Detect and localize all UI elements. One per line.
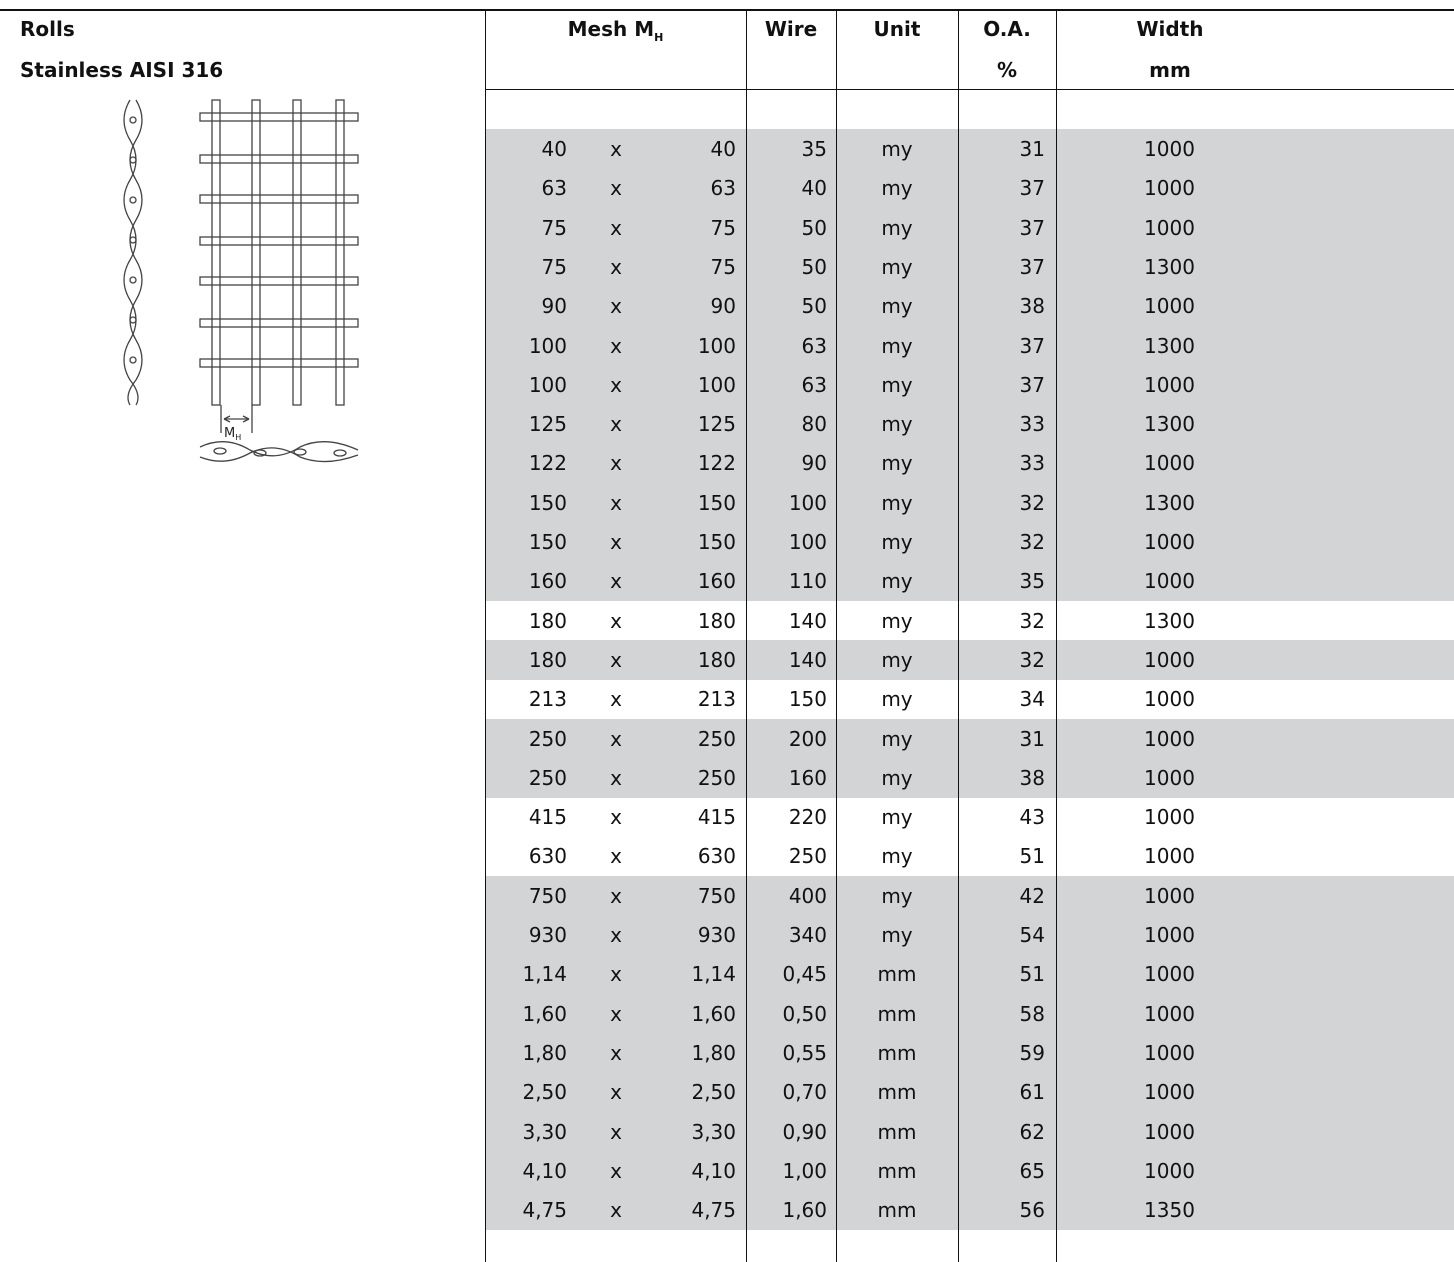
column-divider	[746, 11, 747, 1262]
cell-b: 100	[697, 372, 736, 397]
cell-width: 1300	[1144, 608, 1195, 633]
cell-unit: my	[881, 805, 913, 830]
cell-unit: my	[881, 333, 913, 358]
cell-unit: my	[881, 569, 913, 594]
table-row	[0, 836, 1454, 875]
cell-b: 1,80	[691, 1040, 736, 1065]
cell-unit: my	[881, 294, 913, 319]
cell-width: 1000	[1144, 176, 1195, 201]
cell-a: 150	[528, 490, 567, 515]
cell-b: 4,10	[691, 1158, 736, 1183]
cell-unit: my	[881, 608, 913, 633]
table-row	[0, 129, 1454, 168]
table-row	[0, 797, 1454, 836]
table-row	[0, 719, 1454, 758]
cell-b: 4,75	[691, 1198, 736, 1223]
cell-b: 40	[710, 137, 736, 161]
cell-unit: mm	[877, 1001, 917, 1026]
cell-width: 1300	[1144, 333, 1195, 358]
cell-unit: mm	[877, 1119, 917, 1144]
header-rule	[485, 89, 1454, 90]
cell-x: x	[610, 412, 622, 437]
column-divider	[1056, 11, 1057, 1262]
table-row	[0, 208, 1454, 247]
cell-oa: 42	[1019, 883, 1045, 908]
cell-wire: 90	[801, 451, 827, 476]
cell-x: x	[610, 962, 622, 987]
cell-b: 100	[697, 333, 736, 358]
cell-oa: 31	[1019, 726, 1045, 751]
table-row	[0, 1033, 1454, 1072]
cell-unit: my	[881, 883, 913, 908]
cell-a: 125	[528, 412, 567, 437]
cell-width: 1000	[1144, 805, 1195, 830]
cell-b: 3,30	[691, 1119, 736, 1144]
cell-x: x	[610, 530, 622, 554]
cell-wire: 1,00	[782, 1158, 827, 1183]
cell-a: 180	[528, 647, 567, 672]
cell-oa: 54	[1019, 923, 1045, 947]
cell-b: 122	[697, 451, 736, 476]
cell-a: 90	[541, 294, 567, 319]
cell-x: x	[610, 294, 622, 319]
table-row	[0, 286, 1454, 325]
cell-oa: 32	[1019, 608, 1045, 633]
cell-width: 1000	[1144, 1158, 1195, 1183]
cell-wire: 0,70	[782, 1080, 827, 1105]
cell-wire: 0,50	[782, 1001, 827, 1026]
cell-wire: 400	[788, 883, 827, 908]
cell-a: 4,75	[522, 1198, 567, 1223]
cell-oa: 37	[1019, 215, 1045, 240]
table-row	[0, 994, 1454, 1033]
cell-b: 75	[710, 215, 736, 240]
cell-b: 930	[697, 923, 736, 947]
table-row	[0, 1151, 1454, 1190]
cell-b: 250	[697, 726, 736, 751]
mesh-dimension-label: $M_H$	[224, 426, 242, 442]
cell-wire: 50	[801, 294, 827, 319]
cell-width: 1000	[1144, 883, 1195, 908]
table-row	[0, 561, 1454, 600]
cell-a: 40	[541, 137, 567, 161]
cell-unit: my	[881, 687, 913, 712]
header-width: Width	[1136, 17, 1204, 41]
cell-a: 213	[528, 687, 567, 712]
cell-a: 75	[541, 215, 567, 240]
cell-wire: 1,60	[782, 1198, 827, 1223]
cell-b: 150	[697, 530, 736, 554]
cell-oa: 43	[1019, 805, 1045, 830]
table-row	[0, 876, 1454, 915]
cell-unit: my	[881, 451, 913, 476]
cell-a: 1,14	[522, 962, 567, 987]
cell-width: 1350	[1144, 1198, 1195, 1223]
table-row	[0, 1112, 1454, 1151]
cell-x: x	[610, 372, 622, 397]
cell-unit: my	[881, 254, 913, 279]
cell-x: x	[610, 923, 622, 947]
cell-wire: 80	[801, 412, 827, 437]
cell-a: 75	[541, 254, 567, 279]
cell-x: x	[610, 1040, 622, 1065]
cell-oa: 56	[1019, 1198, 1045, 1223]
cell-wire: 100	[788, 490, 827, 515]
cell-x: x	[610, 176, 622, 201]
cell-a: 1,60	[522, 1001, 567, 1026]
cell-wire: 0,55	[782, 1040, 827, 1065]
cell-a: 2,50	[522, 1080, 567, 1105]
cell-width: 1000	[1144, 923, 1195, 947]
cell-width: 1000	[1144, 451, 1195, 476]
cell-unit: mm	[877, 1040, 917, 1065]
cell-width: 1300	[1144, 254, 1195, 279]
cell-wire: 63	[801, 333, 827, 358]
cell-width: 1000	[1144, 137, 1195, 161]
cell-width: 1000	[1144, 1001, 1195, 1026]
column-divider	[485, 11, 486, 1262]
cell-wire: 50	[801, 215, 827, 240]
cell-b: 2,50	[691, 1080, 736, 1105]
cell-oa: 51	[1019, 962, 1045, 987]
cell-width: 1000	[1144, 962, 1195, 987]
cell-x: x	[610, 451, 622, 476]
cell-a: 630	[528, 844, 567, 869]
cell-x: x	[610, 490, 622, 515]
cell-x: x	[610, 1119, 622, 1144]
cell-a: 415	[528, 805, 567, 830]
cell-oa: 61	[1019, 1080, 1045, 1105]
cell-x: x	[610, 608, 622, 633]
cell-wire: 0,90	[782, 1119, 827, 1144]
table-row	[0, 758, 1454, 797]
header-mesh: Mesh $M_H$	[567, 17, 664, 44]
cell-unit: my	[881, 215, 913, 240]
cell-unit: mm	[877, 1158, 917, 1183]
table-row	[0, 954, 1454, 993]
cell-b: 1,14	[691, 962, 736, 987]
cell-unit: my	[881, 490, 913, 515]
cell-a: 180	[528, 608, 567, 633]
cell-wire: 160	[788, 765, 827, 790]
cell-b: 180	[697, 608, 736, 633]
cell-oa: 59	[1019, 1040, 1045, 1065]
cell-a: 930	[528, 923, 567, 947]
cell-b: 150	[697, 490, 736, 515]
cell-x: x	[610, 137, 622, 161]
cell-x: x	[610, 569, 622, 594]
cell-x: x	[610, 333, 622, 358]
cell-a: 100	[528, 372, 567, 397]
cell-oa: 31	[1019, 137, 1045, 161]
top-rule	[0, 9, 1454, 11]
cell-unit: my	[881, 530, 913, 554]
cell-oa: 32	[1019, 530, 1045, 554]
table-row	[0, 522, 1454, 561]
cell-x: x	[610, 1001, 622, 1026]
cell-x: x	[610, 765, 622, 790]
cell-b: 63	[710, 176, 736, 201]
cell-unit: my	[881, 176, 913, 201]
cell-oa: 32	[1019, 647, 1045, 672]
cell-a: 100	[528, 333, 567, 358]
cell-wire: 200	[788, 726, 827, 751]
cell-width: 1000	[1144, 294, 1195, 319]
table-row	[0, 1190, 1454, 1229]
table-row	[0, 483, 1454, 522]
cell-oa: 37	[1019, 372, 1045, 397]
cell-unit: my	[881, 372, 913, 397]
cell-unit: my	[881, 647, 913, 672]
table-row	[0, 1072, 1454, 1111]
table-row	[0, 168, 1454, 207]
cell-wire: 110	[788, 569, 827, 594]
cell-wire: 0,45	[782, 962, 827, 987]
cell-oa: 32	[1019, 490, 1045, 515]
cell-oa: 37	[1019, 176, 1045, 201]
table-row	[0, 640, 1454, 679]
header-wire: Wire	[764, 17, 818, 41]
cell-width: 1000	[1144, 765, 1195, 790]
cell-width: 1000	[1144, 372, 1195, 397]
cell-b: 75	[710, 254, 736, 279]
cell-oa: 58	[1019, 1001, 1045, 1026]
cell-oa: 33	[1019, 412, 1045, 437]
cell-oa: 34	[1019, 687, 1045, 712]
cell-a: 63	[541, 176, 567, 201]
cell-oa: 51	[1019, 844, 1045, 869]
cell-b: 213	[697, 687, 736, 712]
cell-b: 125	[697, 412, 736, 437]
column-divider	[958, 11, 959, 1262]
cell-b: 90	[710, 294, 736, 319]
cell-wire: 150	[788, 687, 827, 712]
column-divider	[836, 11, 837, 1262]
table-row	[0, 247, 1454, 286]
cell-oa: 37	[1019, 254, 1045, 279]
cell-unit: my	[881, 765, 913, 790]
cell-wire: 140	[788, 608, 827, 633]
cell-width: 1000	[1144, 647, 1195, 672]
cell-wire: 340	[788, 923, 827, 947]
cell-x: x	[610, 254, 622, 279]
cell-a: 3,30	[522, 1119, 567, 1144]
cell-unit: my	[881, 137, 913, 161]
cell-width: 1000	[1144, 687, 1195, 712]
cell-b: 1,60	[691, 1001, 736, 1026]
cell-unit: my	[881, 412, 913, 437]
table-row	[0, 443, 1454, 482]
cell-width: 1000	[1144, 530, 1195, 554]
cell-oa: 65	[1019, 1158, 1045, 1183]
cell-b: 415	[697, 805, 736, 830]
cell-a: 150	[528, 530, 567, 554]
cell-oa: 38	[1019, 294, 1045, 319]
cell-width: 1000	[1144, 1040, 1195, 1065]
cell-b: 630	[697, 844, 736, 869]
cell-width: 1000	[1144, 726, 1195, 751]
cell-unit: my	[881, 844, 913, 869]
cell-a: 4,10	[522, 1158, 567, 1183]
cell-a: 160	[528, 569, 567, 594]
table-row	[0, 601, 1454, 640]
cell-b: 180	[697, 647, 736, 672]
cell-width: 1300	[1144, 412, 1195, 437]
cell-unit: mm	[877, 962, 917, 987]
cell-unit: my	[881, 923, 913, 947]
cell-x: x	[610, 1198, 622, 1223]
table-row	[0, 915, 1454, 954]
cell-unit: my	[881, 726, 913, 751]
cell-x: x	[610, 687, 622, 712]
cell-wire: 250	[788, 844, 827, 869]
cell-unit: mm	[877, 1080, 917, 1105]
cell-oa: 38	[1019, 765, 1045, 790]
cell-x: x	[610, 883, 622, 908]
cell-wire: 63	[801, 372, 827, 397]
cell-x: x	[610, 805, 622, 830]
cell-x: x	[610, 215, 622, 240]
cell-a: 122	[528, 451, 567, 476]
cell-oa: 62	[1019, 1119, 1045, 1144]
table-row	[0, 365, 1454, 404]
cell-x: x	[610, 844, 622, 869]
cell-width: 1000	[1144, 1119, 1195, 1144]
cell-x: x	[610, 1158, 622, 1183]
cell-x: x	[610, 726, 622, 751]
cell-x: x	[610, 1080, 622, 1105]
cell-width: 1000	[1144, 1080, 1195, 1105]
cell-oa: 37	[1019, 333, 1045, 358]
cell-wire: 220	[788, 805, 827, 830]
cell-width: 1000	[1144, 844, 1195, 869]
cell-width: 1000	[1144, 569, 1195, 594]
cell-b: 250	[697, 765, 736, 790]
header-open-area-unit: %	[996, 58, 1018, 82]
cell-width: 1000	[1144, 215, 1195, 240]
cell-a: 750	[528, 883, 567, 908]
table-row	[0, 679, 1454, 718]
header-unit: Unit	[873, 17, 921, 41]
page-title: Rolls	[20, 17, 75, 41]
cell-wire: 140	[788, 647, 827, 672]
cell-a: 1,80	[522, 1040, 567, 1065]
cell-wire: 100	[788, 530, 827, 554]
cell-b: 160	[697, 569, 736, 594]
cell-x: x	[610, 647, 622, 672]
cell-a: 250	[528, 726, 567, 751]
page-subtitle: Stainless AISI 316	[20, 58, 224, 82]
table-row	[0, 326, 1454, 365]
header-width-unit: mm	[1149, 58, 1191, 82]
cell-a: 250	[528, 765, 567, 790]
cell-oa: 33	[1019, 451, 1045, 476]
header-open-area: O.A.	[983, 17, 1031, 41]
cell-oa: 35	[1019, 569, 1045, 594]
cell-unit: mm	[877, 1198, 917, 1223]
cell-width: 1300	[1144, 490, 1195, 515]
cell-wire: 50	[801, 254, 827, 279]
cell-wire: 40	[801, 176, 827, 201]
table-row	[0, 404, 1454, 443]
cell-b: 750	[697, 883, 736, 908]
cell-wire: 35	[801, 137, 827, 161]
